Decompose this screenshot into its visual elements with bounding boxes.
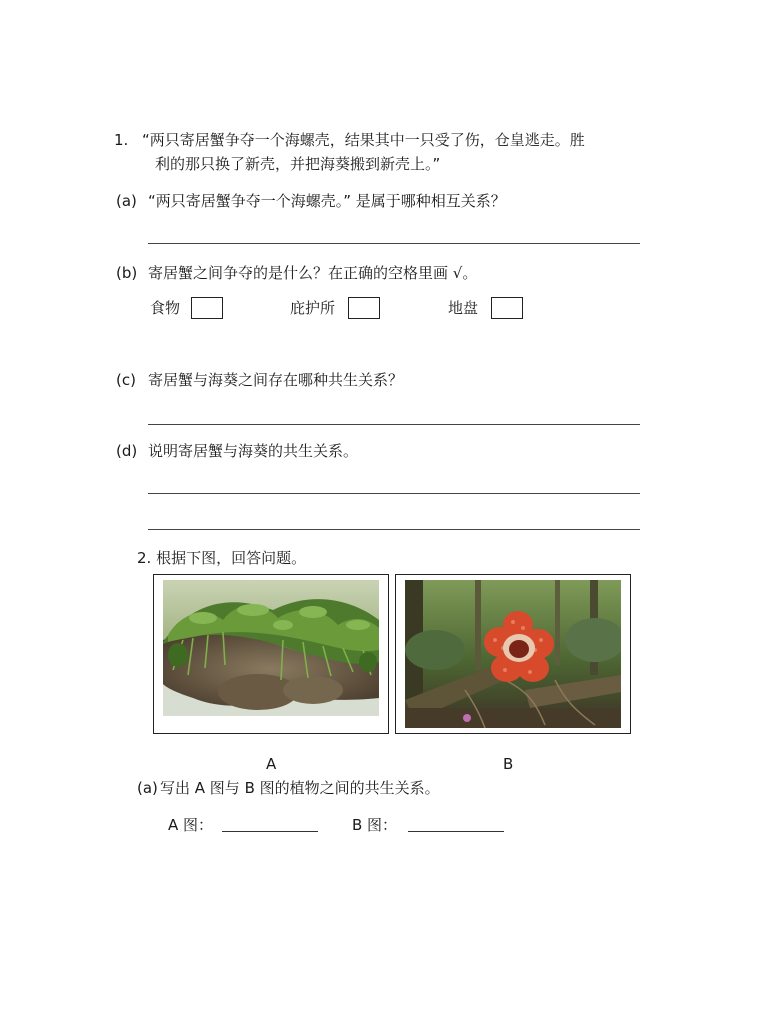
answer-line-1c[interactable] — [148, 424, 640, 425]
question-1c-label: (c) — [116, 371, 136, 389]
image-b-rafflesia-flower — [405, 580, 621, 728]
question-1b-label: (b) — [116, 264, 138, 282]
option-label-shelter: 庇护所 — [290, 299, 336, 317]
image-a-label: A — [266, 755, 277, 773]
image-b-frame — [395, 574, 631, 734]
option-checkbox-shelter[interactable] — [348, 297, 380, 319]
option-label-territory: 地盘 — [448, 299, 479, 317]
question-2a-label: (a) — [137, 779, 158, 797]
question-1a-label: (a) — [116, 192, 137, 210]
answer-a-label: A 图： — [168, 816, 214, 834]
answer-line-1a[interactable] — [148, 243, 640, 244]
question-1b-text: 寄居蟹之间争夺的是什么？在正确的空格里画 √。 — [148, 264, 478, 282]
question-1-statement-line2: 利的那只换了新壳，并把海葵搬到新壳上。” — [155, 155, 441, 173]
question-1c-text: 寄居蟹与海葵之间存在哪种共生关系？ — [148, 371, 404, 389]
question-1d-label: (d) — [116, 442, 138, 460]
question-2-heading: 2. 根据下图，回答问题。 — [137, 549, 307, 567]
answer-a-blank[interactable] — [222, 815, 318, 832]
question-1-statement-line1: “两只寄居蟹争夺一个海螺壳，结果其中一只受了伤，仓皇逃走。胜 — [142, 131, 585, 149]
question-1-number: 1. — [114, 131, 129, 149]
answer-line-1d-2[interactable] — [148, 529, 640, 530]
option-label-food: 食物 — [150, 299, 181, 317]
answer-b-blank[interactable] — [408, 815, 504, 832]
answer-line-1d-1[interactable] — [148, 493, 640, 494]
option-checkbox-territory[interactable] — [491, 297, 523, 319]
question-1d-text: 说明寄居蟹与海葵的共生关系。 — [148, 442, 359, 460]
option-checkbox-food[interactable] — [191, 297, 223, 319]
question-2a-text: 写出 A 图与 B 图的植物之间的共生关系。 — [160, 779, 440, 797]
image-a-tree-with-epiphytes — [163, 580, 379, 716]
answer-b-label: B 图： — [352, 816, 398, 834]
image-b-label: B — [503, 755, 514, 773]
question-1a-text: “两只寄居蟹争夺一个海螺壳。” 是属于哪种相互关系？ — [148, 192, 506, 210]
image-a-frame — [153, 574, 389, 734]
